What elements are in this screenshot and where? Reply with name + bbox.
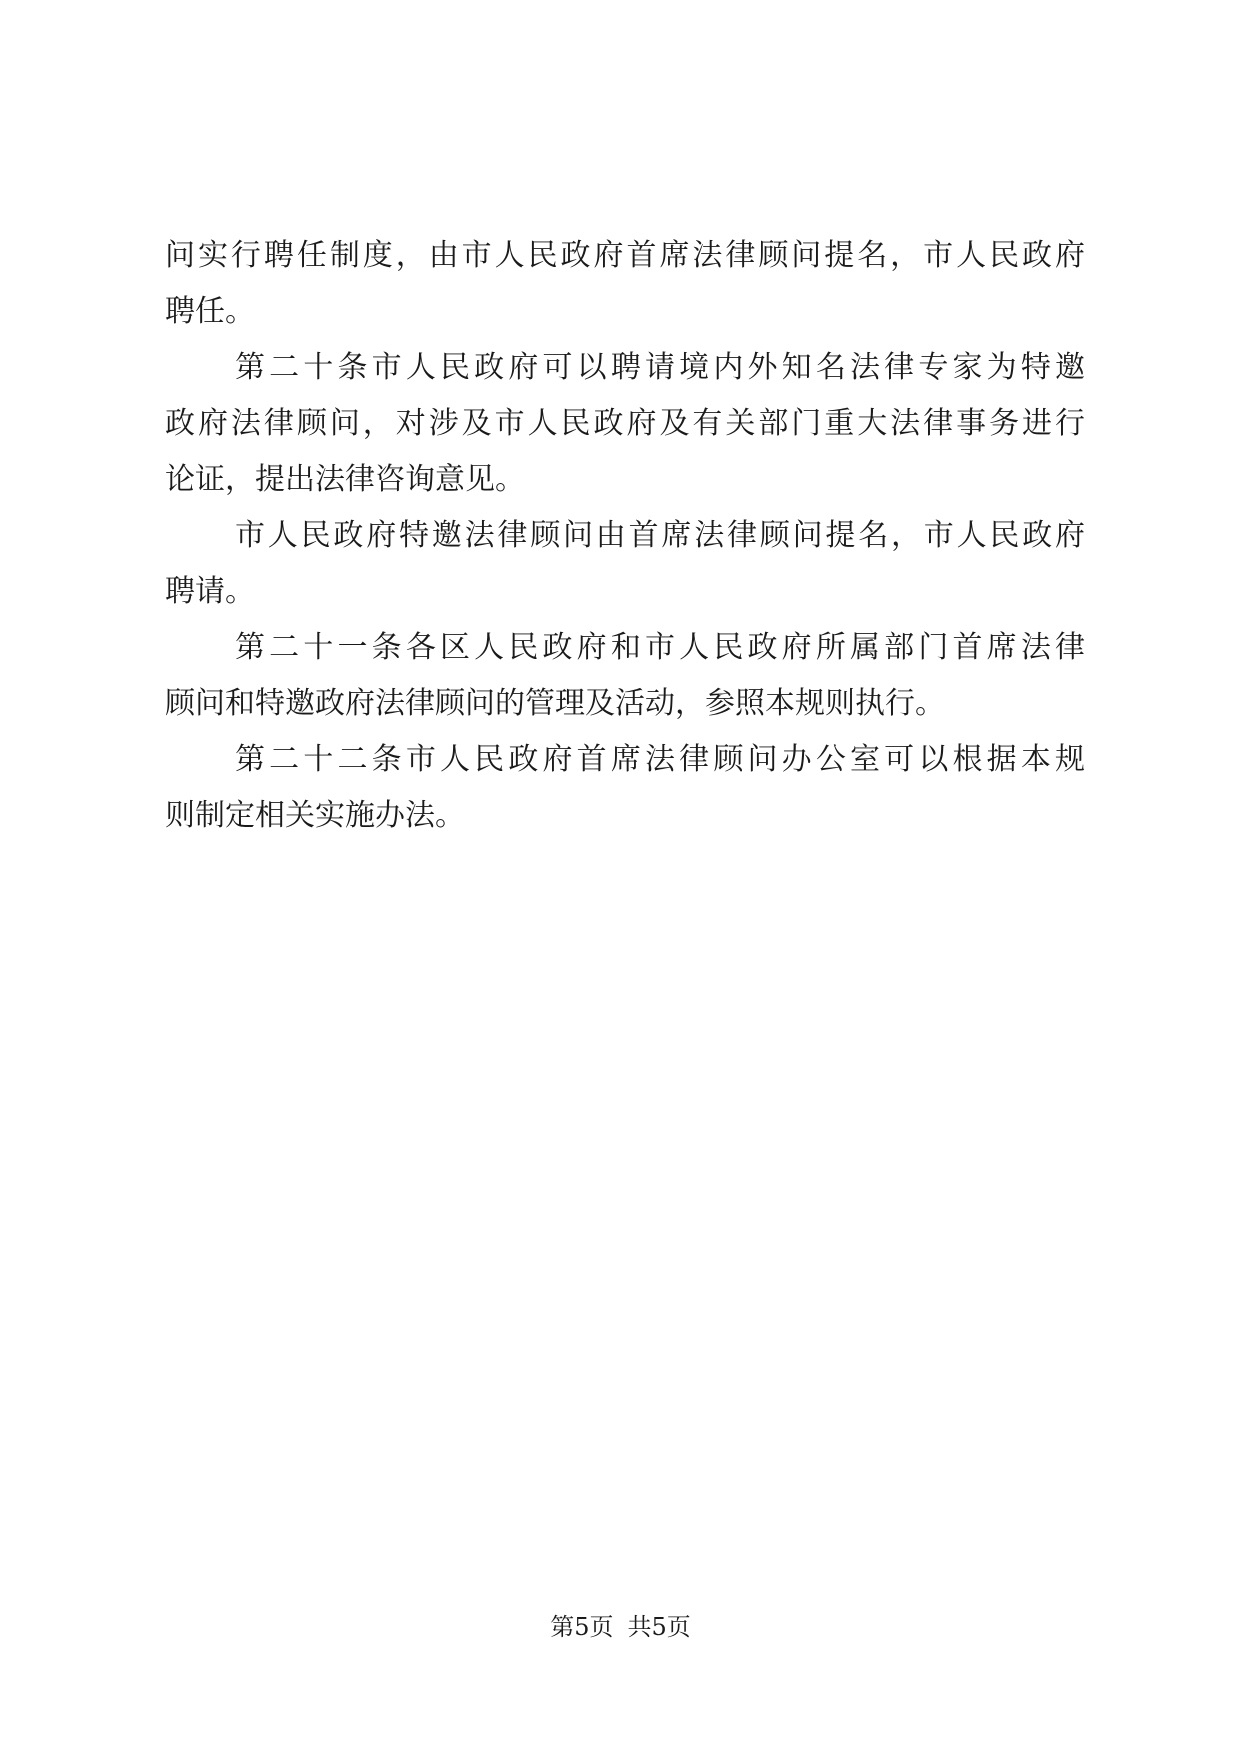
article-22-line: 第二十二条市人民政府首席法律顾问办公室可以根据本规 xyxy=(235,742,1085,777)
text-line: 聘任。 xyxy=(165,294,255,329)
page-number: 第5页 xyxy=(550,1613,614,1641)
text-line: 顾问和特邀政府法律顾问的管理及活动，参照本规则执行。 xyxy=(165,686,945,721)
document-body xyxy=(165,228,1085,844)
text-line: 市人民政府特邀法律顾问由首席法律顾问提名，市人民政府 xyxy=(235,518,1085,553)
text-line: 聘请。 xyxy=(165,574,255,609)
article-21-line: 第二十一条各区人民政府和市人民政府所属部门首席法律 xyxy=(235,630,1085,665)
page-total: 共5页 xyxy=(627,1613,691,1641)
text-line: 论证，提出法律咨询意见。 xyxy=(165,462,525,497)
text-line: 政府法律顾问，对涉及市人民政府及有关部门重大法律事务进行 xyxy=(165,406,1085,441)
page-footer xyxy=(0,1612,1241,1642)
text-line: 则制定相关实施办法。 xyxy=(165,798,465,833)
article-20-line: 第二十条市人民政府可以聘请境内外知名法律专家为特邀 xyxy=(235,350,1085,385)
text-line: 问实行聘任制度，由市人民政府首席法律顾问提名，市人民政府 xyxy=(165,238,1085,273)
